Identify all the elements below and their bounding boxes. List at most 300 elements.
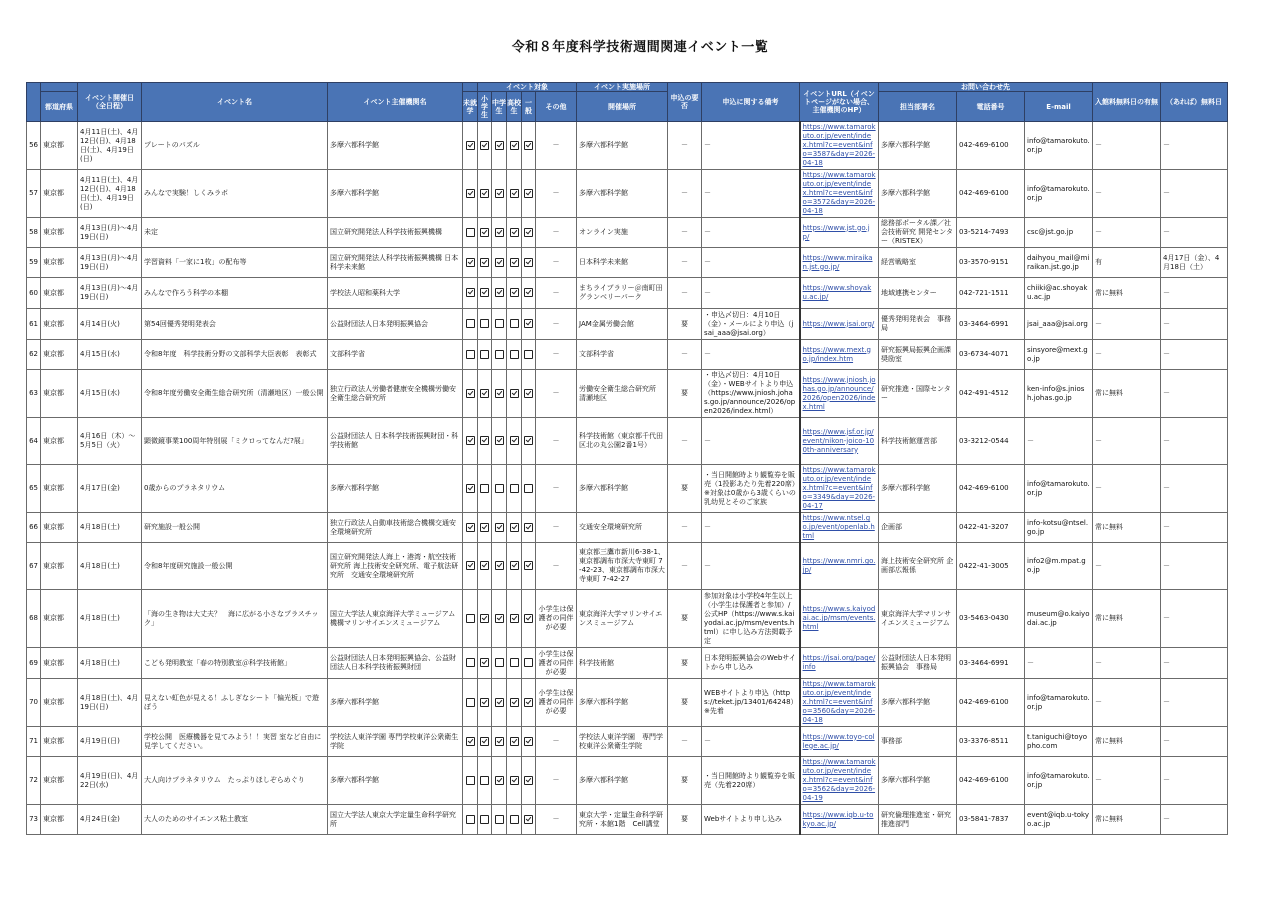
checkbox-icon[interactable]	[524, 815, 533, 824]
checkbox-icon[interactable]	[495, 698, 504, 707]
target-other-cell: －	[536, 727, 577, 757]
checkbox-icon[interactable]	[524, 350, 533, 359]
checkbox-icon[interactable]	[480, 737, 489, 746]
checkbox-icon[interactable]	[510, 815, 519, 824]
prefecture-cell: 東京都	[41, 278, 78, 309]
event-url-link[interactable]: https://www.shoyaku.ac.jp/	[802, 284, 872, 301]
url-cell	[800, 122, 879, 170]
table-row	[27, 590, 1228, 648]
prefecture-cell: 東京都	[41, 757, 78, 805]
free-admission-cell: －	[1093, 170, 1161, 218]
phone-cell: 03-6734-4071	[957, 340, 1025, 370]
header-target-other: その他	[536, 92, 577, 122]
target-other-cell: 小学生は保護者の同伴が必要	[536, 590, 577, 648]
event-url-link[interactable]: https://www.jsf.or.jp/event/nikon-joico-100th-anniversary	[802, 427, 875, 454]
target-elementary-cell	[478, 418, 492, 465]
event-url-link[interactable]: https://www.jsai.org/	[802, 319, 875, 328]
phone-cell: 0422-41-3005	[957, 543, 1025, 590]
application-notes-cell: －	[702, 543, 800, 590]
checkbox-icon[interactable]	[524, 484, 533, 493]
event-name-cell: プレートのパズル	[142, 122, 328, 170]
free-admission-cell: －	[1093, 648, 1161, 679]
dept-cell: 研究倫理推進室・研究推進部門	[879, 805, 957, 835]
target-elementary-cell	[478, 727, 492, 757]
checkbox-icon[interactable]	[495, 350, 504, 359]
free-days-cell: －	[1161, 370, 1228, 418]
phone-cell: 03-3570-9151	[957, 248, 1025, 278]
checkbox-icon[interactable]	[510, 698, 519, 707]
free-days-cell: －	[1161, 805, 1228, 835]
table-row	[27, 679, 1228, 727]
checkbox-icon[interactable]	[480, 141, 489, 150]
checkbox-icon[interactable]	[495, 189, 504, 198]
checkbox-icon[interactable]	[466, 436, 475, 445]
checkbox-icon[interactable]	[480, 698, 489, 707]
target-preschool-cell	[463, 418, 478, 465]
organizer-cell: 公益財団法人 日本科学技術振興財団・科学技術館	[328, 418, 463, 465]
checkbox-icon[interactable]	[524, 141, 533, 150]
target-elementary-cell	[478, 590, 492, 648]
prefecture-cell: 東京都	[41, 340, 78, 370]
row-number: 69	[27, 648, 41, 679]
checkbox-icon[interactable]	[510, 228, 519, 237]
checkbox-icon[interactable]	[524, 698, 533, 707]
checkbox-icon[interactable]	[524, 258, 533, 267]
target-high-cell	[507, 727, 522, 757]
checkbox-icon[interactable]	[466, 561, 475, 570]
checkbox-icon[interactable]	[466, 698, 475, 707]
row-number: 60	[27, 278, 41, 309]
checkbox-icon[interactable]	[524, 436, 533, 445]
date-cell: 4月15日(水)	[78, 370, 142, 418]
checkbox-icon[interactable]	[510, 288, 519, 297]
phone-cell: 042-469-6100	[957, 465, 1025, 513]
prefecture-cell: 東京都	[41, 465, 78, 513]
header-prefecture: 都道府県	[41, 92, 78, 122]
application-notes-cell: －	[702, 727, 800, 757]
event-name-cell: 見えない虹色が見える！ふしぎなシート「偏光板」で遊ぼう	[142, 679, 328, 727]
email-cell: info@tamarokuto.or.jp	[1025, 679, 1093, 727]
application-notes-cell: ・当日開館時より観覧券を販売（1投影あたり先着220席）※対象は0歳から3歳くらいの乳幼児とそのご家族	[702, 465, 800, 513]
checkbox-icon[interactable]	[524, 288, 533, 297]
checkbox-icon[interactable]	[466, 258, 475, 267]
checkbox-icon[interactable]	[524, 228, 533, 237]
header-target-high: 高校生	[507, 92, 522, 122]
checkbox-icon[interactable]	[510, 614, 519, 623]
free-days-cell: －	[1161, 590, 1228, 648]
event-name-cell: 研究施設一般公開	[142, 513, 328, 543]
checkbox-icon[interactable]	[495, 658, 504, 667]
event-name-cell: 令和8年度研究施設一般公開	[142, 543, 328, 590]
event-url-link[interactable]: https://www.tamarokuto.or.jp/event/index.html?c=event&info=3560&day=2026-04-18	[802, 680, 876, 724]
url-cell	[800, 757, 879, 805]
checkbox-icon[interactable]	[510, 658, 519, 667]
application-notes-cell: －	[702, 122, 800, 170]
target-high-cell	[507, 248, 522, 278]
event-url-link[interactable]: https://www.s.kaiyodai.ac.jp/msm/events.html	[802, 605, 876, 631]
free-admission-cell: 常に無料	[1093, 278, 1161, 309]
venue-cell: 交通安全環境研究所	[577, 513, 668, 543]
target-high-cell	[507, 340, 522, 370]
free-admission-cell: 常に無料	[1093, 590, 1161, 648]
dept-cell: 企画部	[879, 513, 957, 543]
target-other-cell: －	[536, 278, 577, 309]
target-high-cell	[507, 590, 522, 648]
event-name-cell: 令和8年度労働安全衛生総合研究所（清瀬地区）一般公開	[142, 370, 328, 418]
url-cell	[800, 370, 879, 418]
target-high-cell	[507, 122, 522, 170]
free-days-cell: －	[1161, 278, 1228, 309]
table-row	[27, 309, 1228, 340]
prefecture-cell: 東京都	[41, 170, 78, 218]
prefecture-cell: 東京都	[41, 590, 78, 648]
target-preschool-cell	[463, 590, 478, 648]
checkbox-icon[interactable]	[480, 350, 489, 359]
checkbox-icon[interactable]	[524, 737, 533, 746]
checkbox-icon[interactable]	[524, 319, 533, 328]
row-number: 72	[27, 757, 41, 805]
target-high-cell	[507, 805, 522, 835]
date-cell: 4月11日(土)、4月12日(日)、4月18日(土)、4月19日(日)	[78, 170, 142, 218]
url-cell	[800, 590, 879, 648]
organizer-cell: 国立研究開発法人科学技術振興機構 日本科学未来館	[328, 248, 463, 278]
checkbox-icon[interactable]	[480, 815, 489, 824]
header-application-notes: 申込に関する備考	[702, 83, 800, 122]
row-number: 57	[27, 170, 41, 218]
checkbox-icon[interactable]	[510, 436, 519, 445]
phone-cell: 042-721-1511	[957, 278, 1025, 309]
checkbox-icon[interactable]	[480, 189, 489, 198]
dept-cell: 海上技術安全研究所 企画部広報係	[879, 543, 957, 590]
checkbox-icon[interactable]	[510, 319, 519, 328]
target-preschool-cell	[463, 648, 478, 679]
table-row	[27, 805, 1228, 835]
checkbox-icon[interactable]	[524, 776, 533, 785]
application-required-cell: －	[668, 218, 702, 248]
checkbox-icon[interactable]	[480, 389, 489, 398]
checkbox-icon[interactable]	[480, 523, 489, 532]
free-admission-cell: －	[1093, 122, 1161, 170]
date-cell: 4月24日(金)	[78, 805, 142, 835]
event-url-link[interactable]: https://www.iqb.u-tokyo.ac.jp/	[802, 810, 874, 828]
row-number: 62	[27, 340, 41, 370]
target-preschool-cell	[463, 543, 478, 590]
free-admission-cell: 常に無料	[1093, 513, 1161, 543]
organizer-cell: 多摩六都科学館	[328, 465, 463, 513]
checkbox-icon[interactable]	[495, 319, 504, 328]
header-dept: 担当部署名	[879, 92, 957, 122]
target-general-cell	[522, 370, 536, 418]
event-url-link[interactable]: https://www.tamarokuto.or.jp/event/index.html?c=event&info=3562&day=2026-04-19	[802, 758, 876, 802]
target-elementary-cell	[478, 218, 492, 248]
target-general-cell	[522, 218, 536, 248]
target-high-cell	[507, 543, 522, 590]
target-general-cell	[522, 309, 536, 340]
checkbox-icon[interactable]	[510, 141, 519, 150]
target-junior-cell	[492, 122, 507, 170]
header-venue: 開催場所	[577, 92, 668, 122]
checkbox-icon[interactable]	[495, 776, 504, 785]
header-group-venue: イベント実施場所	[577, 83, 668, 92]
prefecture-cell: 東京都	[41, 679, 78, 727]
application-notes-cell: 参加対象は小学校4年生以上（小学生は保護者と参加）/公式HP（https://www.s.kaiyodai.ac.jp/msm/events.html）に申し込み方法掲載予定	[702, 590, 800, 648]
organizer-cell: 多摩六都科学館	[328, 170, 463, 218]
target-general-cell	[522, 122, 536, 170]
prefecture-cell: 東京都	[41, 218, 78, 248]
table-row	[27, 418, 1228, 465]
checkbox-icon[interactable]	[495, 141, 504, 150]
target-elementary-cell	[478, 340, 492, 370]
date-cell: 4月19日(日)	[78, 727, 142, 757]
event-url-link[interactable]: https://jsai.org/page/info	[802, 654, 876, 671]
checkbox-icon[interactable]	[524, 189, 533, 198]
checkbox-icon[interactable]	[466, 815, 475, 824]
checkbox-icon[interactable]	[466, 484, 475, 493]
target-preschool-cell	[463, 170, 478, 218]
target-other-cell: －	[536, 513, 577, 543]
date-cell: 4月13日(月)～4月19日(日)	[78, 278, 142, 309]
application-required-cell: －	[668, 170, 702, 218]
checkbox-icon[interactable]	[480, 484, 489, 493]
target-other-cell: －	[536, 218, 577, 248]
application-notes-cell: －	[702, 218, 800, 248]
application-required-cell: 要	[668, 757, 702, 805]
header-blank	[41, 83, 78, 92]
venue-cell: 日本科学未来館	[577, 248, 668, 278]
checkbox-icon[interactable]	[480, 614, 489, 623]
table-row	[27, 465, 1228, 513]
venue-cell: 学校法人東洋学園 専門学校東洋公衆衛生学院	[577, 727, 668, 757]
organizer-cell: 国立大学法人東京海洋大学ミュージアム機構マリンサイエンスミュージアム	[328, 590, 463, 648]
table-row	[27, 340, 1228, 370]
event-url-link[interactable]: https://www.miraikan.jst.go.jp/	[802, 253, 873, 271]
checkbox-icon[interactable]	[495, 523, 504, 532]
checkbox-icon[interactable]	[510, 258, 519, 267]
checkbox-icon[interactable]	[524, 658, 533, 667]
application-required-cell: －	[668, 340, 702, 370]
checkbox-icon[interactable]	[495, 228, 504, 237]
checkbox-icon[interactable]	[495, 258, 504, 267]
checkbox-icon[interactable]	[495, 614, 504, 623]
target-preschool-cell	[463, 340, 478, 370]
header-target-general: 一般	[522, 92, 536, 122]
target-elementary-cell	[478, 679, 492, 727]
checkbox-icon[interactable]	[466, 319, 475, 328]
target-general-cell	[522, 648, 536, 679]
event-url-link[interactable]: https://www.tamarokuto.or.jp/event/index.html?c=event&info=3572&day=2026-04-18	[802, 171, 876, 215]
date-cell: 4月19日(日)、4月22日(水)	[78, 757, 142, 805]
free-days-cell: －	[1161, 170, 1228, 218]
event-name-cell: こども発明教室「春の特別教室＠科学技術館」	[142, 648, 328, 679]
header-organizer: イベント主催機関名	[328, 83, 463, 122]
target-junior-cell	[492, 590, 507, 648]
target-general-cell	[522, 418, 536, 465]
application-required-cell: －	[668, 278, 702, 309]
event-url-link[interactable]: https://www.ntsel.go.jp/event/openlab.html	[802, 514, 875, 540]
target-other-cell: 小学生は保護者の同伴が必要	[536, 679, 577, 727]
event-url-link[interactable]: https://www.tamarokuto.or.jp/event/index.html?c=event&info=3587&day=2026-04-18	[802, 123, 876, 167]
checkbox-icon[interactable]	[524, 523, 533, 532]
free-days-cell: －	[1161, 122, 1228, 170]
checkbox-icon[interactable]	[495, 389, 504, 398]
target-other-cell: －	[536, 370, 577, 418]
checkbox-icon[interactable]	[466, 228, 475, 237]
checkbox-icon[interactable]	[510, 776, 519, 785]
free-admission-cell: －	[1093, 543, 1161, 590]
event-url-link[interactable]: https://www.jniosh.johas.go.jp/announce/2026/open2026/index.html	[802, 375, 876, 411]
checkbox-icon[interactable]	[510, 523, 519, 532]
checkbox-icon[interactable]	[480, 561, 489, 570]
url-cell	[800, 170, 879, 218]
free-admission-cell: 常に無料	[1093, 727, 1161, 757]
email-cell: info@tamarokuto.or.jp	[1025, 122, 1093, 170]
checkbox-icon[interactable]	[466, 614, 475, 623]
checkbox-icon[interactable]	[466, 776, 475, 785]
checkbox-icon[interactable]	[495, 815, 504, 824]
dept-cell: 公益財団法人日本発明振興協会 事務局	[879, 648, 957, 679]
url-cell	[800, 309, 879, 340]
venue-cell: 文部科学省	[577, 340, 668, 370]
checkbox-icon[interactable]	[510, 350, 519, 359]
row-number: 67	[27, 543, 41, 590]
free-days-cell: －	[1161, 218, 1228, 248]
url-cell	[800, 248, 879, 278]
target-preschool-cell	[463, 218, 478, 248]
dept-cell: 東京海洋大学マリンサイエンスミュージアム	[879, 590, 957, 648]
target-general-cell	[522, 278, 536, 309]
venue-cell: 多摩六都科学館	[577, 465, 668, 513]
table-row	[27, 170, 1228, 218]
dept-cell: 優秀発明発表会 事務局	[879, 309, 957, 340]
venue-cell: 多摩六都科学館	[577, 170, 668, 218]
target-general-cell	[522, 248, 536, 278]
checkbox-icon[interactable]	[495, 288, 504, 297]
checkbox-icon[interactable]	[510, 389, 519, 398]
email-cell: ken-info@s.jniosh.johas.go.jp	[1025, 370, 1093, 418]
phone-cell: 03-3212-0544	[957, 418, 1025, 465]
free-admission-cell: －	[1093, 418, 1161, 465]
phone-cell: 042-469-6100	[957, 122, 1025, 170]
target-junior-cell	[492, 278, 507, 309]
target-preschool-cell	[463, 122, 478, 170]
phone-cell: 03-3376-8511	[957, 727, 1025, 757]
target-other-cell: 小学生は保護者の同伴が必要	[536, 648, 577, 679]
target-elementary-cell	[478, 170, 492, 218]
free-days-cell: 4月17日（金）、4月18日（土）	[1161, 248, 1228, 278]
target-other-cell: －	[536, 122, 577, 170]
checkbox-icon[interactable]	[466, 389, 475, 398]
table-row	[27, 757, 1228, 805]
phone-cell: 042-469-6100	[957, 757, 1025, 805]
organizer-cell: 国立大学法人東京大学定量生命科学研究所	[328, 805, 463, 835]
date-cell: 4月13日(月)～4月19日(日)	[78, 218, 142, 248]
checkbox-icon[interactable]	[495, 436, 504, 445]
checkbox-icon[interactable]	[466, 141, 475, 150]
checkbox-icon[interactable]	[510, 737, 519, 746]
target-elementary-cell	[478, 513, 492, 543]
venue-cell: 科学技術館（東京都千代田区北の丸公園2番1号）	[577, 418, 668, 465]
event-url-link[interactable]: https://www.mext.go.jp/index.htm	[802, 345, 871, 363]
url-cell	[800, 805, 879, 835]
checkbox-icon[interactable]	[480, 228, 489, 237]
target-other-cell: －	[536, 309, 577, 340]
checkbox-icon[interactable]	[510, 189, 519, 198]
table-row	[27, 727, 1228, 757]
target-elementary-cell	[478, 648, 492, 679]
checkbox-icon[interactable]	[466, 658, 475, 667]
dept-cell: 研究推進・国際センター	[879, 370, 957, 418]
organizer-cell: 公益財団法人日本発明振興協会	[328, 309, 463, 340]
event-url-link[interactable]: https://www.jst.go.jp/	[802, 223, 870, 241]
target-high-cell	[507, 465, 522, 513]
checkbox-icon[interactable]	[495, 737, 504, 746]
checkbox-icon[interactable]	[466, 288, 475, 297]
event-url-link[interactable]: https://www.toyo-college.ac.jp/	[802, 732, 875, 750]
checkbox-icon[interactable]	[466, 523, 475, 532]
checkbox-icon[interactable]	[524, 389, 533, 398]
checkbox-icon[interactable]	[495, 561, 504, 570]
email-cell: info-kotsu@ntsel.go.jp	[1025, 513, 1093, 543]
organizer-cell: 多摩六都科学館	[328, 679, 463, 727]
checkbox-icon[interactable]	[480, 436, 489, 445]
table-row	[27, 122, 1228, 170]
table-row	[27, 648, 1228, 679]
checkbox-icon[interactable]	[524, 561, 533, 570]
event-name-cell: 大人のためのサイエンス粘土教室	[142, 805, 328, 835]
checkbox-icon[interactable]	[480, 776, 489, 785]
checkbox-icon[interactable]	[466, 350, 475, 359]
table-row	[27, 218, 1228, 248]
row-number: 68	[27, 590, 41, 648]
header-email: E-mail	[1025, 92, 1093, 122]
checkbox-icon[interactable]	[466, 189, 475, 198]
free-admission-cell: －	[1093, 679, 1161, 727]
checkbox-icon[interactable]	[480, 658, 489, 667]
application-required-cell: －	[668, 418, 702, 465]
checkbox-icon[interactable]	[466, 737, 475, 746]
checkbox-icon[interactable]	[524, 614, 533, 623]
target-high-cell	[507, 757, 522, 805]
date-cell: 4月18日(土)、4月19日(日)	[78, 679, 142, 727]
url-cell	[800, 278, 879, 309]
target-general-cell	[522, 543, 536, 590]
dept-cell: 経営戦略室	[879, 248, 957, 278]
checkbox-icon[interactable]	[510, 561, 519, 570]
phone-cell: 042-469-6100	[957, 679, 1025, 727]
phone-cell: 03-3464-6991	[957, 648, 1025, 679]
target-junior-cell	[492, 513, 507, 543]
checkbox-icon[interactable]	[495, 484, 504, 493]
header-blank	[463, 83, 478, 92]
organizer-cell: 独立行政法人労働者健康安全機構労働安全衛生総合研究所	[328, 370, 463, 418]
event-url-link[interactable]: https://www.tamarokuto.or.jp/event/index.html?c=event&info=3349&day=2026-04-17	[802, 466, 876, 510]
checkbox-icon[interactable]	[480, 258, 489, 267]
dept-cell: 多摩六都科学館	[879, 757, 957, 805]
event-url-link[interactable]: https://www.nmri.go.jp/	[802, 557, 876, 574]
checkbox-icon[interactable]	[480, 288, 489, 297]
target-elementary-cell	[478, 757, 492, 805]
checkbox-icon[interactable]	[510, 484, 519, 493]
prefecture-cell: 東京都	[41, 648, 78, 679]
header-target-elementary: 小学生	[478, 92, 492, 122]
target-junior-cell	[492, 170, 507, 218]
header-target-junior: 中学生	[492, 92, 507, 122]
row-number: 66	[27, 513, 41, 543]
date-cell: 4月16日（木）～5月5日（火）	[78, 418, 142, 465]
checkbox-icon[interactable]	[480, 319, 489, 328]
target-junior-cell	[492, 370, 507, 418]
target-elementary-cell	[478, 805, 492, 835]
